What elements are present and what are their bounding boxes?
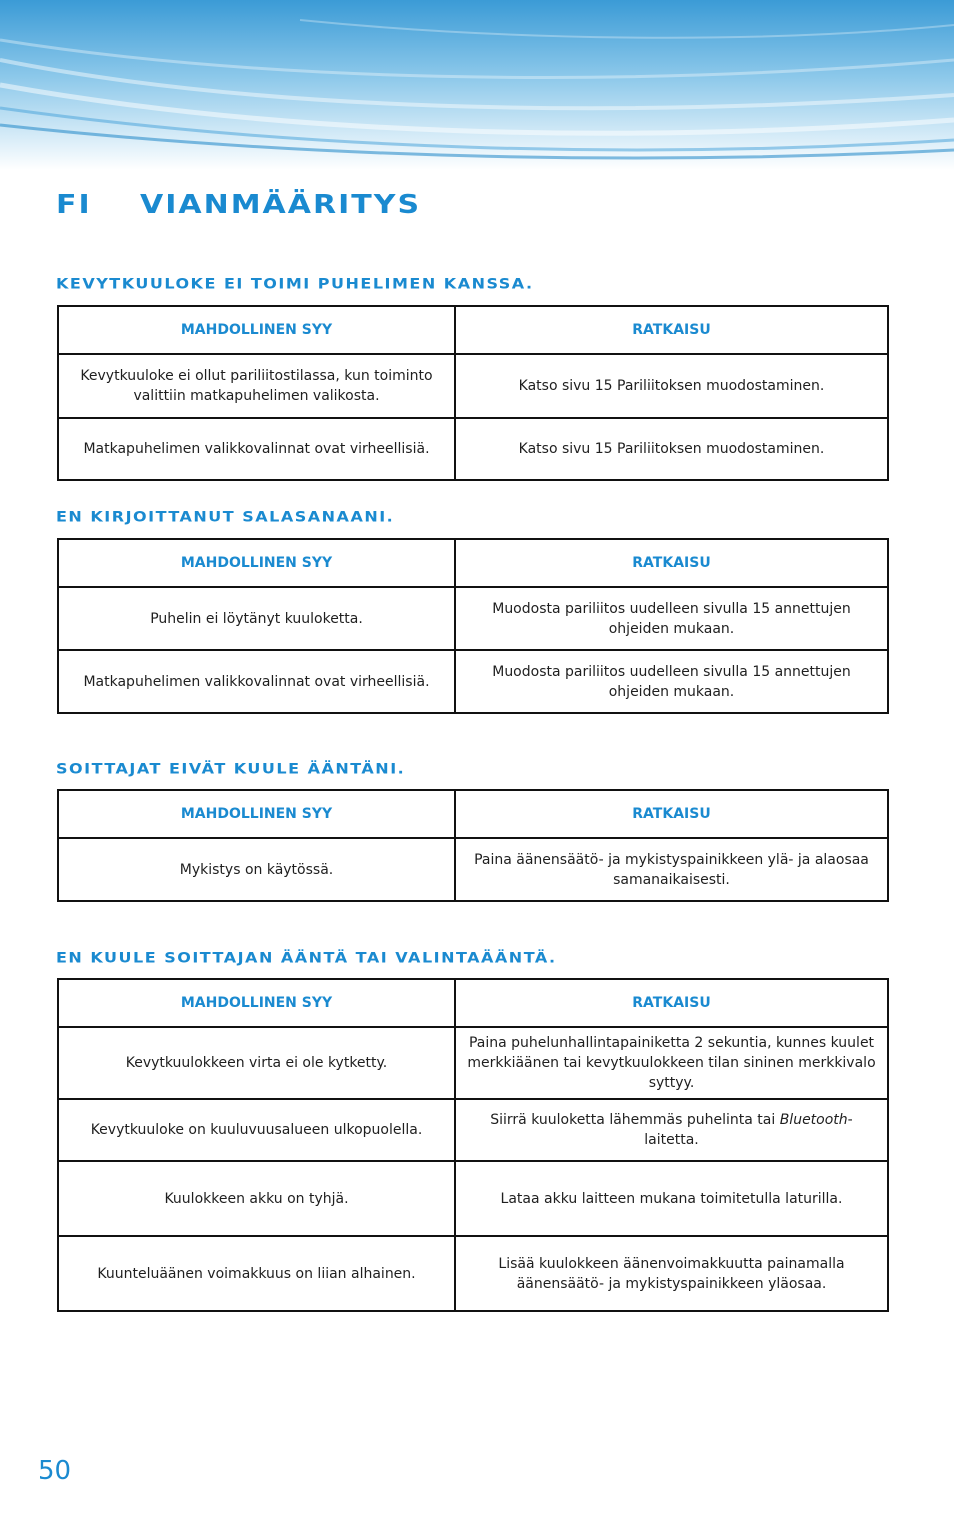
table-header-row	[58, 306, 888, 354]
troubleshooting-table-4	[57, 978, 889, 1312]
column-header-solution: RATKAISU	[455, 979, 888, 1027]
solution-cell: Katso sivu 15 Pariliitoksen muodostaminen.	[455, 418, 888, 480]
section-title-3: SOITTAJAT EIVÄT KUULE ÄÄNTÄNI.	[56, 760, 406, 778]
solution-cell: Katso sivu 15 Pariliitoksen muodostaminen.	[455, 354, 888, 418]
troubleshooting-table-3	[57, 789, 889, 902]
solution-cell: Muodosta pariliitos uudelleen sivulla 15 annettujen ohjeiden mukaan.	[455, 587, 888, 650]
table-header-row	[58, 790, 888, 838]
solution-cell: Lataa akku laitteen mukana toimitetulla laturilla.	[455, 1161, 888, 1236]
column-header-solution: RATKAISU	[455, 790, 888, 838]
solution-text-start: Siirrä kuuloketta lähemmäs puhelinta tai	[490, 1112, 780, 1128]
column-header-solution: RATKAISU	[455, 306, 888, 354]
page-title-text: VIANMÄÄRITYS	[140, 190, 422, 220]
cause-cell: Kevytkuuloke ei ollut pariliitostilassa, kun toiminto valittiin matkapuhelimen valikosta.	[58, 354, 455, 418]
cause-cell: Mykistys on käytössä.	[58, 838, 455, 901]
section-title-2: EN KIRJOITTANUT SALASANAANI.	[56, 508, 395, 526]
column-header-cause: MAHDOLLINEN SYY	[58, 539, 455, 587]
cause-cell: Kuulokkeen akku on tyhjä.	[58, 1161, 455, 1236]
language-code: FI	[56, 190, 92, 220]
solution-cell: Muodosta pariliitos uudelleen sivulla 15 annettujen ohjeiden mukaan.	[455, 650, 888, 713]
cause-cell: Kevytkuuloke on kuuluvuusalueen ulkopuolella.	[58, 1099, 455, 1161]
header-wave-graphic	[0, 0, 954, 170]
table-row	[58, 1161, 888, 1236]
bluetooth-term: Bluetooth	[779, 1112, 848, 1128]
table-row	[58, 587, 888, 650]
section-title-4: EN KUULE SOITTAJAN ÄÄNTÄ TAI VALINTAÄÄNTÄ.	[56, 949, 557, 967]
solution-cell: Lisää kuulokkeen äänenvoimakkuutta painamalla äänensäätö- ja mykistyspainikkeen yläosaa.	[455, 1236, 888, 1311]
troubleshooting-table-2	[57, 538, 889, 714]
column-header-solution: RATKAISU	[455, 539, 888, 587]
page-title	[56, 190, 421, 220]
cause-cell: Matkapuhelimen valikkovalinnat ovat virheellisiä.	[58, 418, 455, 480]
solution-cell: Paina puhelunhallintapainiketta 2 sekuntia, kunnes kuulet merkkiäänen tai kevytkuulokkeen tilan sininen merkkivalo syttyy.	[455, 1027, 888, 1099]
table-row	[58, 354, 888, 418]
troubleshooting-table-1	[57, 305, 889, 481]
table-row	[58, 418, 888, 480]
solution-cell	[455, 1099, 888, 1161]
table-row	[58, 838, 888, 901]
table-row	[58, 1099, 888, 1161]
section-title-1: KEVYTKUULOKE EI TOIMI PUHELIMEN KANSSA.	[56, 275, 534, 293]
column-header-cause: MAHDOLLINEN SYY	[58, 979, 455, 1027]
table-row	[58, 1236, 888, 1311]
cause-cell: Puhelin ei löytänyt kuuloketta.	[58, 587, 455, 650]
cause-cell: Matkapuhelimen valikkovalinnat ovat virheellisiä.	[58, 650, 455, 713]
solution-text-end: -laitetta.	[644, 1112, 853, 1148]
table-header-row	[58, 979, 888, 1027]
column-header-cause: MAHDOLLINEN SYY	[58, 306, 455, 354]
cause-cell: Kuunteluäänen voimakkuus on liian alhainen.	[58, 1236, 455, 1311]
page-number: 50	[38, 1456, 72, 1486]
table-row	[58, 650, 888, 713]
cause-cell: Kevytkuulokkeen virta ei ole kytketty.	[58, 1027, 455, 1099]
table-header-row	[58, 539, 888, 587]
column-header-cause: MAHDOLLINEN SYY	[58, 790, 455, 838]
solution-cell: Paina äänensäätö- ja mykistyspainikkeen ylä- ja alaosaa samanaikaisesti.	[455, 838, 888, 901]
table-row	[58, 1027, 888, 1099]
